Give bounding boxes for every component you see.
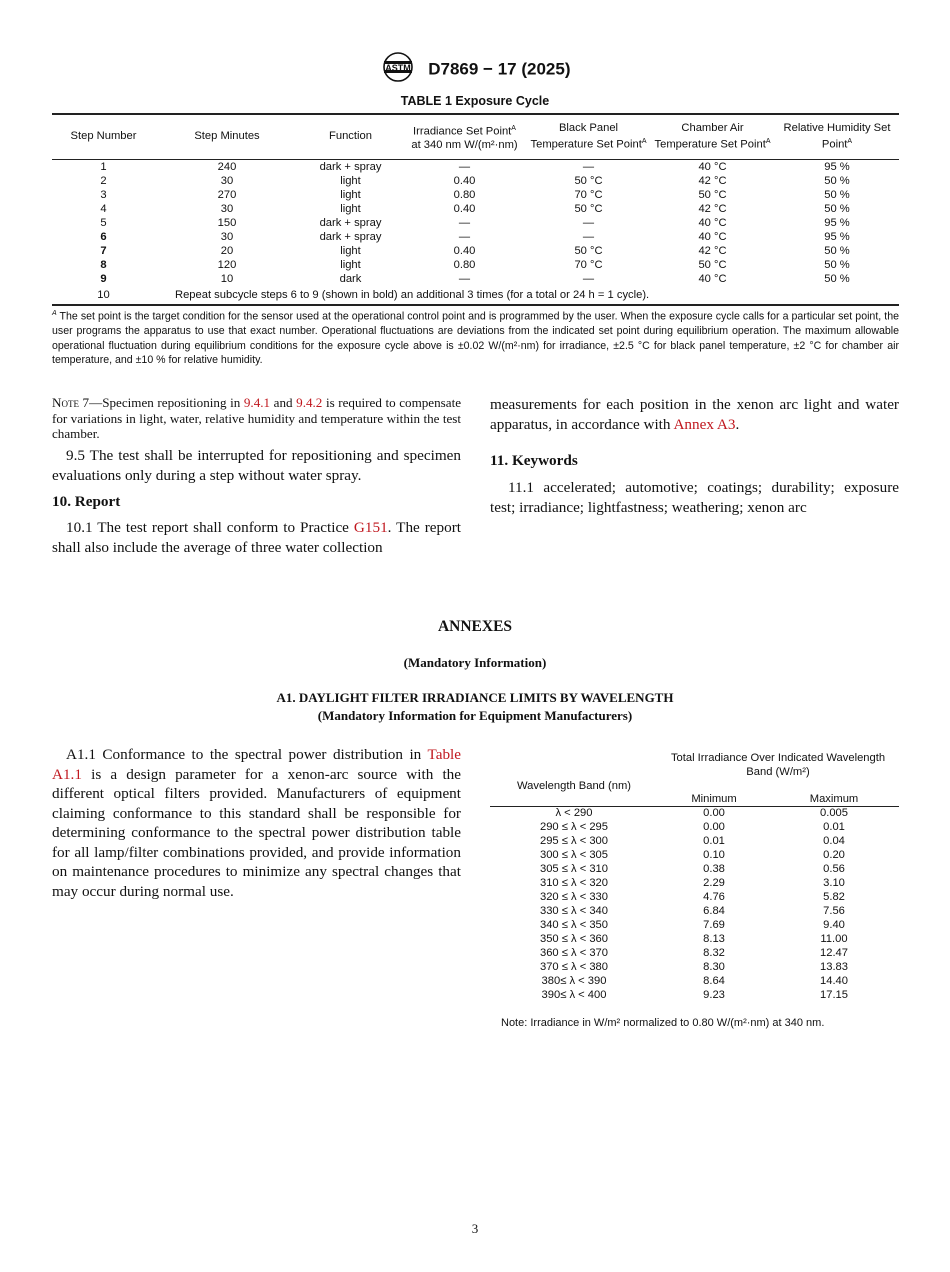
table-a1-cell: 340 ≤ λ < 350 [539,919,609,931]
table1-cell: 1 [100,160,107,173]
table1-cell: 8 [100,258,107,271]
table1-cell: 40 °C [698,272,727,285]
astm-logo-icon [380,52,416,87]
table1-cell: 50 °C [698,258,727,271]
th-step-number: Step Number [52,115,155,159]
th-function: Function [299,115,402,159]
table1-cell: 120 [217,258,237,271]
table1-cell: 50 % [824,202,850,215]
note-7: Note 7—Specimen repositioning in 9.4.1 and 9.4.2 is required to compensate for variations in light, water, relative humidity and temperature within the test chamber. [52,395,462,441]
table-a1-row [490,960,898,974]
table-a1-cell: 9.40 [823,919,845,931]
para-10-1: 10.1 The test report shall conform to Practice G151. The report shall also include the average of three water collection [52,519,462,556]
table1-cell: — [458,272,471,285]
table1-footnote: $^A$ The set point is the target condition for the sensor used at the operational control point and is programmed by the user. When the exposure cycle calls for a particular set point, the user programs the apparatus to use that exact number. Operational fluctuations are deviations from the indicated set point during equilibrium operation. The maximum allowable operational fluctuation during equilibrium conditions for the exposure cycle above is ±0.02 W/(m²·nm) for irradiance, ±2.5 °C for black panel temperature, ±2 °C for chamber air temperature, and ±10 % for relative humidity. [52,310,899,367]
table-a1-cell: 350 ≤ λ < 360 [539,933,609,945]
table-a1-cell: 11.00 [820,933,848,945]
table1-cell: — [582,272,595,285]
table-a1-row [490,890,898,904]
table1-cell: 50 % [824,272,850,285]
table1-cell: 50 °C [574,244,603,257]
table-a1-cell: 8.64 [703,975,725,987]
table-a1-row [490,946,898,960]
annexes-subtitle: (Mandatory Information) [403,655,547,670]
link-annex-a3[interactable]: Annex A3 [673,415,736,433]
table1-cell: 50 % [824,244,850,257]
table1-cell: — [458,160,471,173]
para-a1-1: A1.1 Conformance to the spectral power distribution in Table A1.1 is a design parameter for a xenon-arc source with the different optical filters provided. Manufacturers of equipment claiming conformance to this standard shall be responsible for determining conformance to the spectral power distribution table for all lamp/filter combinations provided, and provide information on maintenance procedures to minimize any spectral changes that may occur during normal use. [52,746,462,900]
table-a1-row [490,876,898,890]
table1-row [52,244,899,258]
table-a1-cell: 0.38 [703,863,725,875]
row10-text: Repeat subcycle steps 6 to 9 (shown in bold) an additional 3 times (for a total or 24 h = 1 cycle). [175,289,650,301]
table1-cell: 50 °C [574,174,603,187]
table1-cell: 30 [220,230,234,243]
annexes-title: ANNEXES [437,618,513,635]
table1-row [52,230,899,244]
table1-row [52,174,899,188]
th-relative-humidity: Relative Humidity Set Point$^A$ [775,115,899,159]
table-a1-cell: 9.23 [703,989,725,1001]
link-g151[interactable]: G151 [353,519,388,536]
table1-cell: 50 % [824,174,850,187]
table1-cell: 95 % [824,160,850,173]
table1-cell: dark + spray [319,230,382,243]
table1-caption: TABLE 1 Exposure Cycle [400,94,550,108]
table1-row [52,258,899,272]
link-9-4-2[interactable]: 9.4.2 [296,395,323,410]
table-a1-cell: 2.29 [703,877,725,889]
link-9-4-1[interactable]: 9.4.1 [243,395,271,410]
table-a1-cell: 8.32 [703,947,725,959]
table1-cell: 0.80 [453,188,476,201]
table1-cell: light [340,174,361,187]
row10-step: 10 [97,289,110,301]
table1-cell: light [340,188,361,201]
para-11-1: 11.1 accelerated; automotive; coatings; durability; exposure test; irradiance; lightfastness; weathering; xenon arc [490,479,899,516]
table-a1-cell: 4.76 [703,891,725,903]
table1-cell: 95 % [824,230,850,243]
table-a1-cell: 330 ≤ λ < 340 [539,905,609,917]
table-a1-row [490,904,898,918]
table1-cell: 30 [220,202,234,215]
table1-cell: 270 [217,188,237,201]
table-a1-cell: 0.005 [820,807,848,819]
table-a1-row [490,932,898,946]
table-a1-cell: 305 ≤ λ < 310 [539,863,609,875]
table-a1-row [490,974,898,988]
table-a1-cell: 0.01 [703,835,725,847]
heading-keywords: 11. Keywords [490,452,578,469]
table1-cell: 40 °C [698,230,727,243]
table-a1-cell: 5.82 [823,891,845,903]
table1-cell: 70 °C [574,258,603,271]
para-10-1-cont: measurements for each position in the xenon arc light and water apparatus, in accordance with Annex A3. [490,396,899,433]
document-header [0,52,950,87]
table1-cell: 40 °C [698,216,727,229]
table1-cell: 5 [100,216,107,229]
table1-cell: 50 °C [574,202,603,215]
table1-cell: — [458,230,471,243]
th-chamber-air: Chamber Air Temperature Set Point$^A$ [650,115,775,159]
document-designation: D7869 − 17 (2025) [428,59,571,79]
table1-cell: 0.40 [453,202,476,215]
link-table-a1-1[interactable]: Table A1.1 [52,746,461,783]
para-9-5: 9.5 The test shall be interrupted for repositioning and specimen evaluations only during a step without water spray. [52,447,461,484]
table1-cell: — [582,160,595,173]
table1-cell: 50 °C [698,188,727,201]
table-a1-cell: 3.10 [823,877,845,889]
table1-exposure-cycle [52,115,899,286]
table-a1-cell: 320 ≤ λ < 330 [539,891,609,903]
th-black-panel: Black Panel Temperature Set Point$^A$ [527,115,650,159]
table1-cell: 3 [100,188,107,201]
table1-cell: 6 [100,230,107,243]
table1-cell: 150 [217,216,237,229]
table1-cell: light [340,202,361,215]
table-a1-cell: 13.83 [820,961,848,973]
table-a1-head-min: Minimum [691,793,737,805]
table-a1-head-top: Total Irradiance Over Indicated Wavelength Band (W/m²) [670,752,886,778]
table1-cell: 10 [220,272,234,285]
table1-cell: 0.40 [453,244,476,257]
table1-cell: 70 °C [574,188,603,201]
table1-cell: light [340,244,361,257]
table1-cell: 240 [217,160,237,173]
annex-a1-subtitle: (Mandatory Information for Equipment Manufacturers) [317,708,633,723]
table1-cell: 50 % [824,188,850,201]
table1-cell: 42 °C [698,244,727,257]
table1-cell: 20 [220,244,234,257]
table1-cell: 7 [100,244,107,257]
table-a1-row [490,988,898,1002]
table1-cell: — [458,216,471,229]
table-a1-cell: 0.20 [823,849,845,861]
table-a1-row [490,862,898,876]
table1-cell: 42 °C [698,202,727,215]
table1-cell: 30 [220,174,234,187]
table1-row [52,216,899,230]
table-a1-cell: 12.47 [820,947,848,959]
table1-row [52,188,899,202]
table1-cell: 95 % [824,216,850,229]
table-a1-cell: 370 ≤ λ < 380 [539,961,609,973]
table-a1-row [490,834,898,848]
table1-cell: 42 °C [698,174,727,187]
table1-cell: 9 [100,272,107,285]
table1-cell: dark + spray [319,216,382,229]
table-a1-cell: 300 ≤ λ < 305 [539,849,609,861]
table-a1-row [490,820,898,834]
table1-cell: 50 % [824,258,850,271]
table-a1-cell: 0.00 [703,807,725,819]
table-a1-cell: 290 ≤ λ < 295 [539,821,609,833]
table-a1-row [490,848,898,862]
table-a1-cell: λ < 290 [555,807,593,819]
th-irradiance: Irradiance Set Point$^A$ at 340 nm W/(m²·nm) [402,115,527,159]
heading-report: 10. Report [52,493,121,510]
table-a1-row [490,918,898,932]
table-a1-cell: 295 ≤ λ < 300 [539,835,609,847]
table-a1-cell: 0.10 [703,849,725,861]
annex-a1-title: A1. DAYLIGHT FILTER IRRADIANCE LIMITS BY WAVELENGTH [276,690,674,705]
table1-cell: 0.40 [453,174,476,187]
table-a1-cell: 8.30 [703,961,725,973]
table1-cell: — [582,216,595,229]
table1-row [52,159,899,174]
page-number: 3 [471,1221,479,1236]
table-a1-cell: 360 ≤ λ < 370 [539,947,609,959]
table-a1-cell: 0.56 [823,863,845,875]
table1-cell: dark [339,272,362,285]
table-a1-cell: 14.40 [820,975,848,987]
table-a1-cell: 8.13 [703,933,725,945]
table-a1-cell: 310 ≤ λ < 320 [539,877,609,889]
table-a1-row [490,806,898,820]
table1-row [52,202,899,216]
table1-cell: — [582,230,595,243]
table-a1-cell: 0.04 [823,835,845,847]
table1-cell: 2 [100,174,107,187]
table-a1-cell: 0.00 [703,821,725,833]
table1-row [52,272,899,286]
table-a1-cell: 380≤ λ < 390 [541,975,607,987]
table-a1-note: Note: Irradiance in W/m² normalized to 0.80 W/(m²·nm) at 340 nm. [501,1017,825,1029]
table-a1-cell: 6.84 [703,905,725,917]
table-a1-cell: 7.69 [703,919,725,931]
table-a1-head-max: Maximum [809,793,859,805]
table-a1-head-band: Wavelength Band (nm) [517,780,631,792]
table1-cell: 4 [100,202,107,215]
svg-text:ASTM: ASTM [384,63,411,73]
table-a1-1 [490,806,898,1002]
table1-cell: 0.80 [453,258,476,271]
table1-cell: 40 °C [698,160,727,173]
table1-cell: light [340,258,361,271]
th-step-minutes: Step Minutes [155,115,299,159]
table-a1-cell: 390≤ λ < 400 [541,989,607,1001]
table-a1-cell: 0.01 [823,821,845,833]
table-a1-cell: 17.15 [820,989,848,1001]
table1-cell: dark + spray [319,160,382,173]
table1-bottom-rule [52,304,899,306]
table-a1-cell: 7.56 [823,905,845,917]
